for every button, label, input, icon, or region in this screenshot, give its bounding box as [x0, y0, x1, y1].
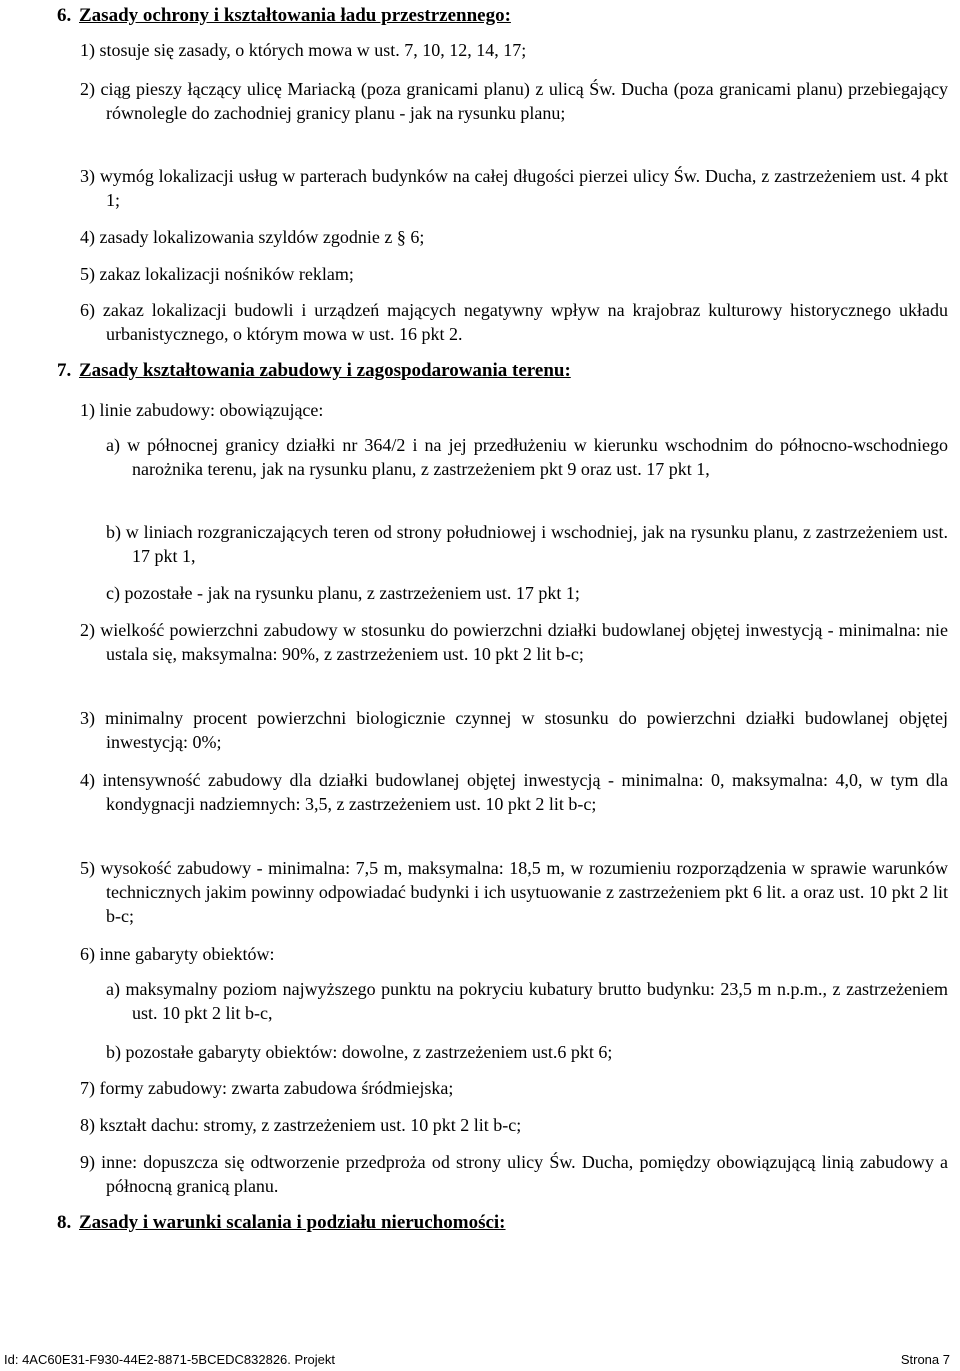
s6-item-6: 6) zakaz lokalizacji budowli i urządzeń mających negatywny wpływ na krajobraz kulturowy historycznego układu urbanistycznego, o którym mowa w ust. 16 pkt 2. [80, 300, 948, 344]
s6-item-5: 5) zakaz lokalizacji nośników reklam; [80, 264, 354, 284]
s7-item-2: 2) wielkość powierzchni zabudowy w stosunku do powierzchni działki budowlanej objętej inwestycją - minimalna: nie ustala się, maksymalna: 90%, z zastrzeżeniem ust. 10 pkt 2 lit b-c; [80, 620, 948, 664]
section-number: 6. [57, 5, 72, 26]
section-8-heading [57, 1211, 506, 1235]
s6-item-2: 2) ciąg pieszy łączący ulicę Mariacką (poza granicami planu) z ulicą Św. Ducha (poza granicami planu) przebiegający równolegle do zachodniej granicy planu - jak na rysunku planu; [80, 79, 948, 123]
s7-item-6: 6) inne gabaryty obiektów: [80, 944, 275, 964]
s7-item-1c: c) pozostałe - jak na rysunku planu, z zastrzeżeniem ust. 17 pkt 1; [106, 583, 580, 603]
page-number: Strona 7 [900, 1352, 950, 1367]
section-7-heading [57, 359, 571, 383]
s7-item-1b: b) w liniach rozgraniczających teren od strony południowej i wschodniej, jak na rysunku planu, z zastrzeżeniem ust. 17 pkt 1, [106, 522, 948, 566]
section-title: Zasady kształtowania zabudowy i zagospodarowania terenu: [79, 360, 571, 381]
s6-item-1: 1) stosuje się zasady, o których mowa w ust. 7, 10, 12, 14, 17; [80, 40, 527, 60]
section-title: Zasady i warunki scalania i podziału nieruchomości: [79, 1212, 506, 1233]
s6-item-3: 3) wymóg lokalizacji usług w parterach budynków na całej długości pierzei ulicy Św. Ducha, z zastrzeżeniem ust. 4 pkt 1; [80, 166, 948, 210]
s7-item-5: 5) wysokość zabudowy - minimalna: 7,5 m, maksymalna: 18,5 m, w rozumieniu rozporządzenia w sprawie warunków technicznych jakim powinny odpowiadać budynki i ich usytuowanie z zastrzeżeniem pkt 6 lit. a oraz ust. 10 pkt 2 lit b-c; [80, 858, 948, 926]
s7-item-7: 7) formy zabudowy: zwarta zabudowa śródmiejska; [80, 1078, 454, 1098]
s7-item-4: 4) intensywność zabudowy dla działki budowlanej objętej inwestycją - minimalna: 0, maksymalna: 4,0, w tym dla kondygnacji nadziemnych: 3,5, z zastrzeżeniem ust. 10 pkt 2 lit b-c; [80, 770, 948, 814]
s7-item-3: 3) minimalny procent powierzchni biologicznie czynnej w stosunku do powierzchni działki budowlanej objętej inwestycją: 0%; [80, 708, 948, 752]
s7-item-8: 8) kształt dachu: stromy, z zastrzeżeniem ust. 10 pkt 2 lit b-c; [80, 1115, 522, 1135]
s7-item-6a: a) maksymalny poziom najwyższego punktu na pokryciu kubatury brutto budynku: 23,5 m n.p.m., z zastrzeżeniem ust. 10 pkt 2 lit b-c, [106, 979, 948, 1023]
s7-item-1a: a) w północnej granicy działki nr 364/2 i na jej przedłużeniu w kierunku wschodnim do północno-wschodniego narożnika terenu, jak na rysunku planu, z zastrzeżeniem pkt 9 oraz ust. 17 pkt 1, [106, 435, 948, 479]
section-number: 8. [57, 1212, 72, 1233]
section-title: Zasady ochrony i kształtowania ładu przestrzennego: [79, 5, 511, 26]
section-6-heading [57, 4, 511, 28]
s7-item-6b: b) pozostałe gabaryty obiektów: dowolne, z zastrzeżeniem ust.6 pkt 6; [106, 1042, 613, 1062]
section-number: 7. [57, 360, 72, 381]
s6-item-4: 4) zasady lokalizowania szyldów zgodnie z § 6; [80, 227, 425, 247]
s7-item-9: 9) inne: dopuszcza się odtworzenie przedproża od strony ulicy Św. Ducha, pomiędzy obowiązującą linią zabudowy a północną granicą planu. [80, 1152, 948, 1196]
document-id: Id: 4AC60E31-F930-44E2-8871-5BCEDC832826. Projekt [4, 1352, 335, 1367]
s7-item-1: 1) linie zabudowy: obowiązujące: [80, 400, 324, 420]
